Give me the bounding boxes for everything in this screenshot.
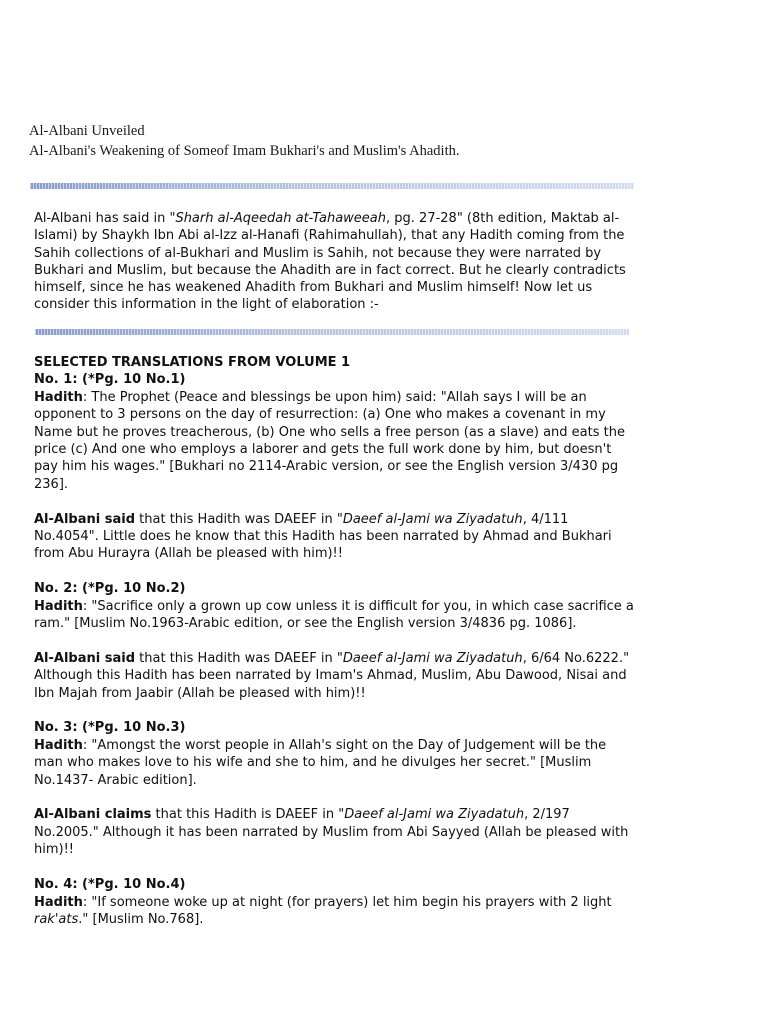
verdict-label: Al-Albani said (34, 511, 136, 527)
document-subtitle: Al-Albani's Weakening of Someof Imam Bukhari's and Muslim's Ahadith. (29, 143, 460, 159)
entry-number: No. 4: (*Pg. 10 No.4) (34, 877, 186, 893)
section-heading: SELECTED TRANSLATIONS FROM VOLUME 1 (34, 355, 351, 370)
document-title: Al-Albani Unveiled (29, 123, 145, 139)
top-divider (30, 183, 634, 189)
middle-divider (35, 329, 629, 335)
hadith-label: Hadith (34, 737, 83, 753)
document-header (29, 121, 649, 161)
intro-paragraph: Al-Albani has said in "Sharh al-Aqeedah at-Tahaweeah, pg. 27-28" (8th edition, Maktab al-Islami) by Shaykh Ibn Abi al-Izz al-Hanafi (Rahimahullah), that any Hadith coming from the Sahih collections of al-Bukhari and Muslim is Sahih, not because they were narrated by Bukhari and Muslim, but because the Ahadith are in fact correct. But he clearly contradicts himself, since he has weakened Ahadith from Bukhari and Muslim himself! Now let us consider this information in the light of elaboration :- (34, 211, 626, 313)
translations-section (34, 354, 634, 946)
entry-3-hadith: No. 3: (*Pg. 10 No.3) Hadith: "Amongst the worst people in Allah's sight on the Day of Judgement will be the man who makes love to his wife and she to him, and he divulges her secret." [Muslim No.1437- Arabic edition]. (34, 720, 607, 788)
entry-1-verdict: Al-Albani said that this Hadith was DAEEF in "Daeef al-Jami wa Ziyadatuh, 4/111 No.4054". Little does he know that this Hadith has been narrated by Ahmad and Bukhari from Abu Hurayra (Allah be pleased with him)!! (34, 511, 612, 562)
hadith-label: Hadith (34, 894, 83, 910)
entry-2-hadith: No. 2: (*Pg. 10 No.2) Hadith: "Sacrifice only a grown up cow unless it is difficult for you, in which case sacrifice a ram." [Muslim No.1963-Arabic edition, or see the English version 3/4836 pg. 1086]. (34, 581, 634, 632)
hadith-label: Hadith (34, 389, 83, 405)
entry-3-verdict: Al-Albani claims that this Hadith is DAEEF in "Daeef al-Jami wa Ziyadatuh, 2/197 No.2005." Although it has been narrated by Muslim from Abi Sayyed (Allah be pleased with him)!! (34, 807, 629, 858)
hadith-label: Hadith (34, 598, 83, 614)
entry-4-hadith: No. 4: (*Pg. 10 No.4) Hadith: "If someone woke up at night (for prayers) let him begin his prayers with 2 light rak'ats." [Muslim No.768]. (34, 877, 612, 927)
entry-2-verdict: Al-Albani said that this Hadith was DAEEF in "Daeef al-Jami wa Ziyadatuh, 6/64 No.6222." Although this Hadith has been narrated by Imam's Ahmad, Muslim, Abu Dawood, Nisai and Ibn Majah from Jaabir (Allah be pleased with him)!! (34, 650, 630, 701)
entry-number: No. 1: (*Pg. 10 No.1) (34, 372, 186, 388)
verdict-label: Al-Albani claims (34, 807, 152, 823)
entry-number: No. 3: (*Pg. 10 No.3) (34, 720, 186, 736)
entry-number: No. 2: (*Pg. 10 No.2) (34, 581, 186, 597)
source-title: Sharh al-Aqeedah at-Tahaweeah (175, 211, 387, 226)
verdict-label: Al-Albani said (34, 650, 136, 666)
entry-1-hadith: No. 1: (*Pg. 10 No.1) Hadith: The Prophet (Peace and blessings be upon him) said: "Allah says I will be an opponent to 3 persons on the day of resurrection: (a) One who makes a covenant in my Name but he proves treacherous, (b) One who sells a free person (as a slave) and eats the price (c) And one who employs a laborer and gets the full work done by him, but doesn't pay him his wages." [Bukhari no 2114-Arabic version, or see the English version 3/430 pg 236]. (34, 372, 625, 492)
